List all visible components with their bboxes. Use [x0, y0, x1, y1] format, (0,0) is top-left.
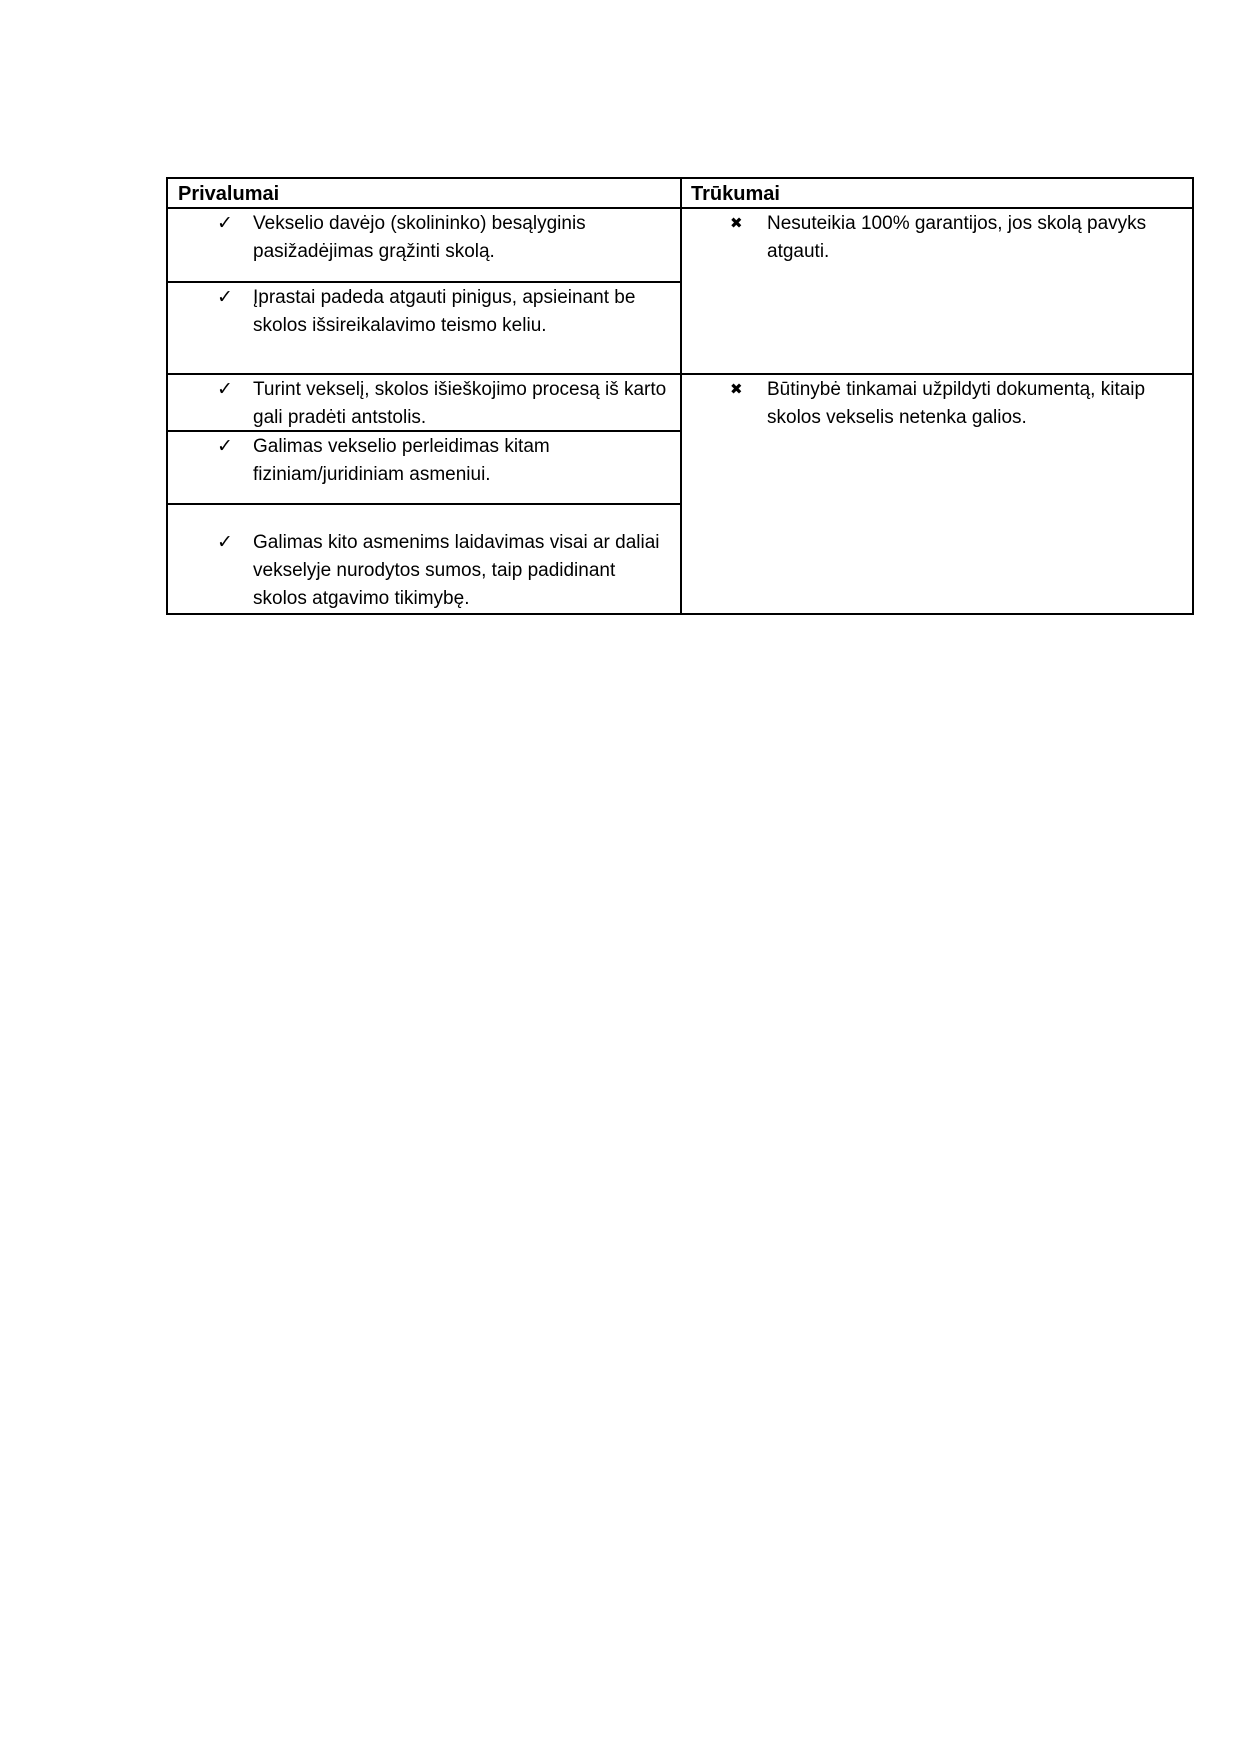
header-advantages: Privalumai: [178, 183, 280, 205]
disadvantage-item: Nesuteikia 100% garantijos, jos skolą pavyks atgauti.: [767, 213, 1147, 262]
disadvantage-item: Būtinybė tinkamai užpildyti dokumentą, kitaip skolos vekselis netenka galios.: [767, 379, 1146, 428]
row-divider-2: [168, 373, 1192, 375]
advantage-item: Galimas vekselio perleidimas kitam fiziniam/juridiniam asmeniui.: [253, 436, 550, 485]
row-divider-left-4: [168, 503, 680, 505]
header-divider: [168, 207, 1192, 209]
cross-icon: ✖: [730, 381, 743, 398]
check-icon: ✓: [217, 379, 233, 400]
advantage-item: Turint vekselį, skolos išieškojimo procesą iš karto gali pradėti antstolis.: [253, 379, 667, 428]
row-divider-left-1: [168, 281, 680, 283]
check-icon: ✓: [217, 287, 233, 308]
advantage-item: Vekselio davėjo (skolininko) besąlyginis pasižadėjimas grąžinti skolą.: [253, 213, 586, 262]
column-divider: [680, 179, 682, 613]
header-disadvantages: Trūkumai: [691, 183, 780, 205]
check-icon: ✓: [217, 436, 233, 457]
advantage-item: Įprastai padeda atgauti pinigus, apsieinant be skolos išsireikalavimo teismo keliu.: [253, 287, 636, 336]
advantage-item: Galimas kito asmenims laidavimas visai ar daliai vekselyje nurodytos sumos, taip padidinant skolos atgavimo tikimybę.: [253, 532, 660, 609]
check-icon: ✓: [217, 532, 233, 553]
cross-icon: ✖: [730, 215, 743, 232]
check-icon: ✓: [217, 213, 233, 234]
pros-cons-table: [166, 177, 1194, 615]
